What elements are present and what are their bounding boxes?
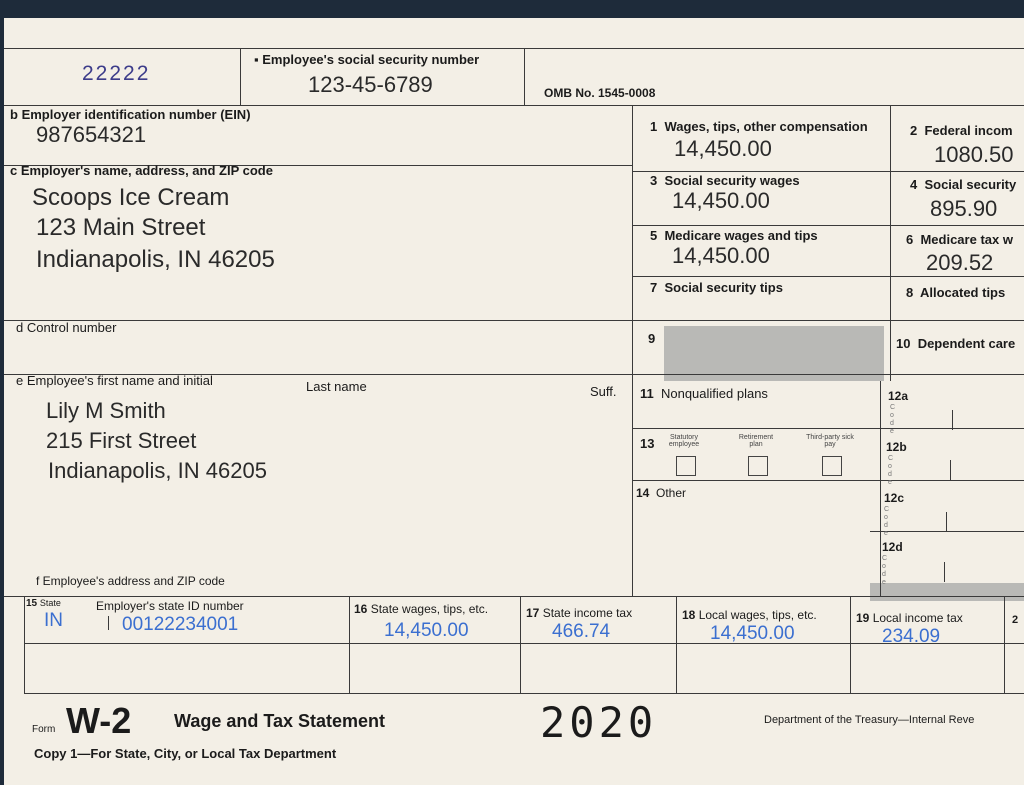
rule <box>4 596 1024 597</box>
employer-city: Indianapolis, IN 46205 <box>36 246 275 273</box>
rule <box>520 596 521 693</box>
rule <box>632 276 1024 277</box>
rule <box>850 596 851 693</box>
department-label: Department of the Treasury—Internal Reve <box>764 714 975 726</box>
box-2-federal-tax: 1080.50 <box>934 142 1014 167</box>
third-party-sick-pay-checkbox[interactable] <box>822 456 842 476</box>
form-word: Form <box>32 724 56 735</box>
box-a-label-text: Employee's social security number <box>262 52 480 67</box>
rule <box>632 480 1024 481</box>
box-10-label: 10 Dependent care <box>896 336 1016 351</box>
rule <box>524 48 525 105</box>
box-10-label-text: Dependent care <box>917 336 1016 351</box>
box-18-label-text: Local wages, tips, etc. <box>698 608 817 622</box>
box-13-label: 13 <box>640 436 655 451</box>
third-party-sick-pay-label: Third-party sick pay <box>806 434 854 448</box>
employee-street: 215 First Street <box>46 428 197 453</box>
tax-year: 2020 <box>540 698 658 747</box>
box-b-label-text: Employer identification number (EIN) <box>21 107 251 122</box>
rule <box>4 320 1024 321</box>
box-b-label: b Employer identification number (EIN) <box>10 107 251 122</box>
box-4-label: 4 Social security <box>910 177 1017 192</box>
employer-street: 123 Main Street <box>36 214 206 241</box>
box-17-label-text: State income tax <box>542 606 633 620</box>
box-5-label-text: Medicare wages and tips <box>664 228 818 243</box>
state-code: IN <box>44 610 63 631</box>
box-16-label-text: State wages, tips, etc. <box>370 602 489 616</box>
employer-ein: 987654321 <box>36 122 147 147</box>
box-12b-label: 12b <box>886 440 907 454</box>
rule <box>880 381 881 596</box>
rule <box>676 596 677 693</box>
box-8-label-text: Allocated tips <box>919 285 1006 300</box>
copy-label: Copy 1—For State, City, or Local Tax Department <box>34 746 337 761</box>
omb-number: OMB No. 1545-0008 <box>544 86 656 100</box>
box-1-wages: 14,450.00 <box>674 136 772 161</box>
rule <box>24 693 1024 694</box>
box-17-state-tax: 466.74 <box>552 621 611 642</box>
rule <box>108 616 109 630</box>
box-15-label-text: State <box>39 598 61 608</box>
box-12d-code-label: C o d e <box>882 555 888 586</box>
box-d-label-text: Control number <box>26 320 117 335</box>
rule <box>240 48 241 105</box>
box-e-label: e Employee's first name and initial <box>16 373 213 388</box>
box-3-ss-wages: 14,450.00 <box>672 188 770 213</box>
box-3-label: 3 Social security wages <box>650 173 800 188</box>
box-12a-code-label: C o d e <box>890 404 896 435</box>
box-20-label: 2 <box>1012 614 1019 626</box>
box-6-label-text: Medicare tax w <box>920 232 1013 247</box>
box-d-label: d Control number <box>16 320 117 335</box>
rule <box>1004 596 1005 693</box>
state-id-number: 00122234001 <box>122 614 239 635</box>
box-19-label-text: Local income tax <box>872 611 963 625</box>
box-14-label: 14 Other <box>636 486 687 500</box>
box-14-label-text: Other <box>656 486 687 500</box>
rule <box>632 428 1024 429</box>
box-12c-code-label: C o d e <box>884 506 890 537</box>
form-control-code: 22222 <box>82 62 151 85</box>
box-12a-label: 12a <box>888 389 909 403</box>
box-12-bottom-shade <box>870 583 1024 601</box>
rule <box>632 171 1024 172</box>
rule <box>946 512 947 532</box>
box-f-label-text: Employee's address and ZIP code <box>42 574 225 588</box>
rule <box>24 596 25 693</box>
box-12d-label: 12d <box>882 540 903 554</box>
statutory-employee-checkbox[interactable] <box>676 456 696 476</box>
box-19-label: 19 Local income tax <box>856 611 963 625</box>
form-name: W-2 <box>66 700 132 741</box>
box-9-shade <box>664 326 884 381</box>
rule <box>890 105 891 381</box>
box-16-state-wages: 14,450.00 <box>384 620 469 641</box>
employee-ssn: 123-45-6789 <box>308 72 433 97</box>
employee-name: Lily M Smith <box>46 398 166 423</box>
rule <box>632 225 1024 226</box>
box-5-label: 5 Medicare wages and tips <box>650 228 818 243</box>
rule <box>950 460 951 480</box>
box-2-label: 2 Federal incom <box>910 123 1013 138</box>
state-id-label: Employer's state ID number <box>96 599 244 613</box>
box-c-label-text: Employer's name, address, and ZIP code <box>20 163 273 178</box>
retirement-plan-checkbox[interactable] <box>748 456 768 476</box>
box-f-label: f Employee's address and ZIP code <box>36 574 225 588</box>
rule <box>952 410 953 430</box>
box-12b-code-label: C o d e <box>888 455 894 486</box>
rule <box>4 105 1024 106</box>
box-1-label: 1 Wages, tips, other compensation <box>650 119 868 134</box>
box-5-medicare-wages: 14,450.00 <box>672 243 770 268</box>
box-11-label-text: Nonqualified plans <box>660 386 768 401</box>
box-7-label: 7 Social security tips <box>650 280 783 295</box>
box-12c-label: 12c <box>884 491 905 505</box>
rule <box>870 531 1024 532</box>
box-2-label-text: Federal incom <box>924 123 1013 138</box>
statutory-employee-label: Statutory employee <box>668 434 700 448</box>
box-4-ss-tax: 895.90 <box>930 196 998 221</box>
box-17-label: 17 State income tax <box>526 606 633 620</box>
box-18-local-wages: 14,450.00 <box>710 623 795 644</box>
rule <box>944 562 945 582</box>
box-4-label-text: Social security <box>924 177 1017 192</box>
form-title: Wage and Tax Statement <box>174 711 386 731</box>
box-8-label: 8 Allocated tips <box>906 285 1006 300</box>
box-e-suffix-label: Suff. <box>590 384 617 399</box>
box-18-label: 18 Local wages, tips, etc. <box>682 608 817 622</box>
box-19-local-tax: 234.09 <box>882 626 941 647</box>
rule <box>349 596 350 693</box>
box-a-label: ▪ Employee's social security number <box>254 52 480 67</box>
box-15-label: 15 State <box>26 598 61 609</box>
w2-form <box>4 18 1024 785</box>
employee-city: Indianapolis, IN 46205 <box>48 458 267 483</box>
box-e-label-text: Employee's first name and initial <box>26 373 213 388</box>
rule <box>24 643 1024 644</box>
box-7-label-text: Social security tips <box>664 280 783 295</box>
rule <box>632 105 633 596</box>
box-3-label-text: Social security wages <box>664 173 800 188</box>
box-e-last-name-label: Last name <box>306 379 367 394</box>
box-16-label: 16 State wages, tips, etc. <box>354 602 489 616</box>
box-6-medicare-tax: 209.52 <box>926 250 994 275</box>
box-c-label: c Employer's name, address, and ZIP code <box>10 163 273 178</box>
box-6-label: 6 Medicare tax w <box>906 232 1013 247</box>
box-11-label: 11 Nonqualified plans <box>640 386 768 401</box>
retirement-plan-label: Retirement plan <box>738 434 774 448</box>
box-9-label: 9 <box>648 331 656 346</box>
employer-name: Scoops Ice Cream <box>32 184 230 211</box>
box-1-label-text: Wages, tips, other compensation <box>664 119 868 134</box>
rule <box>4 48 1024 49</box>
